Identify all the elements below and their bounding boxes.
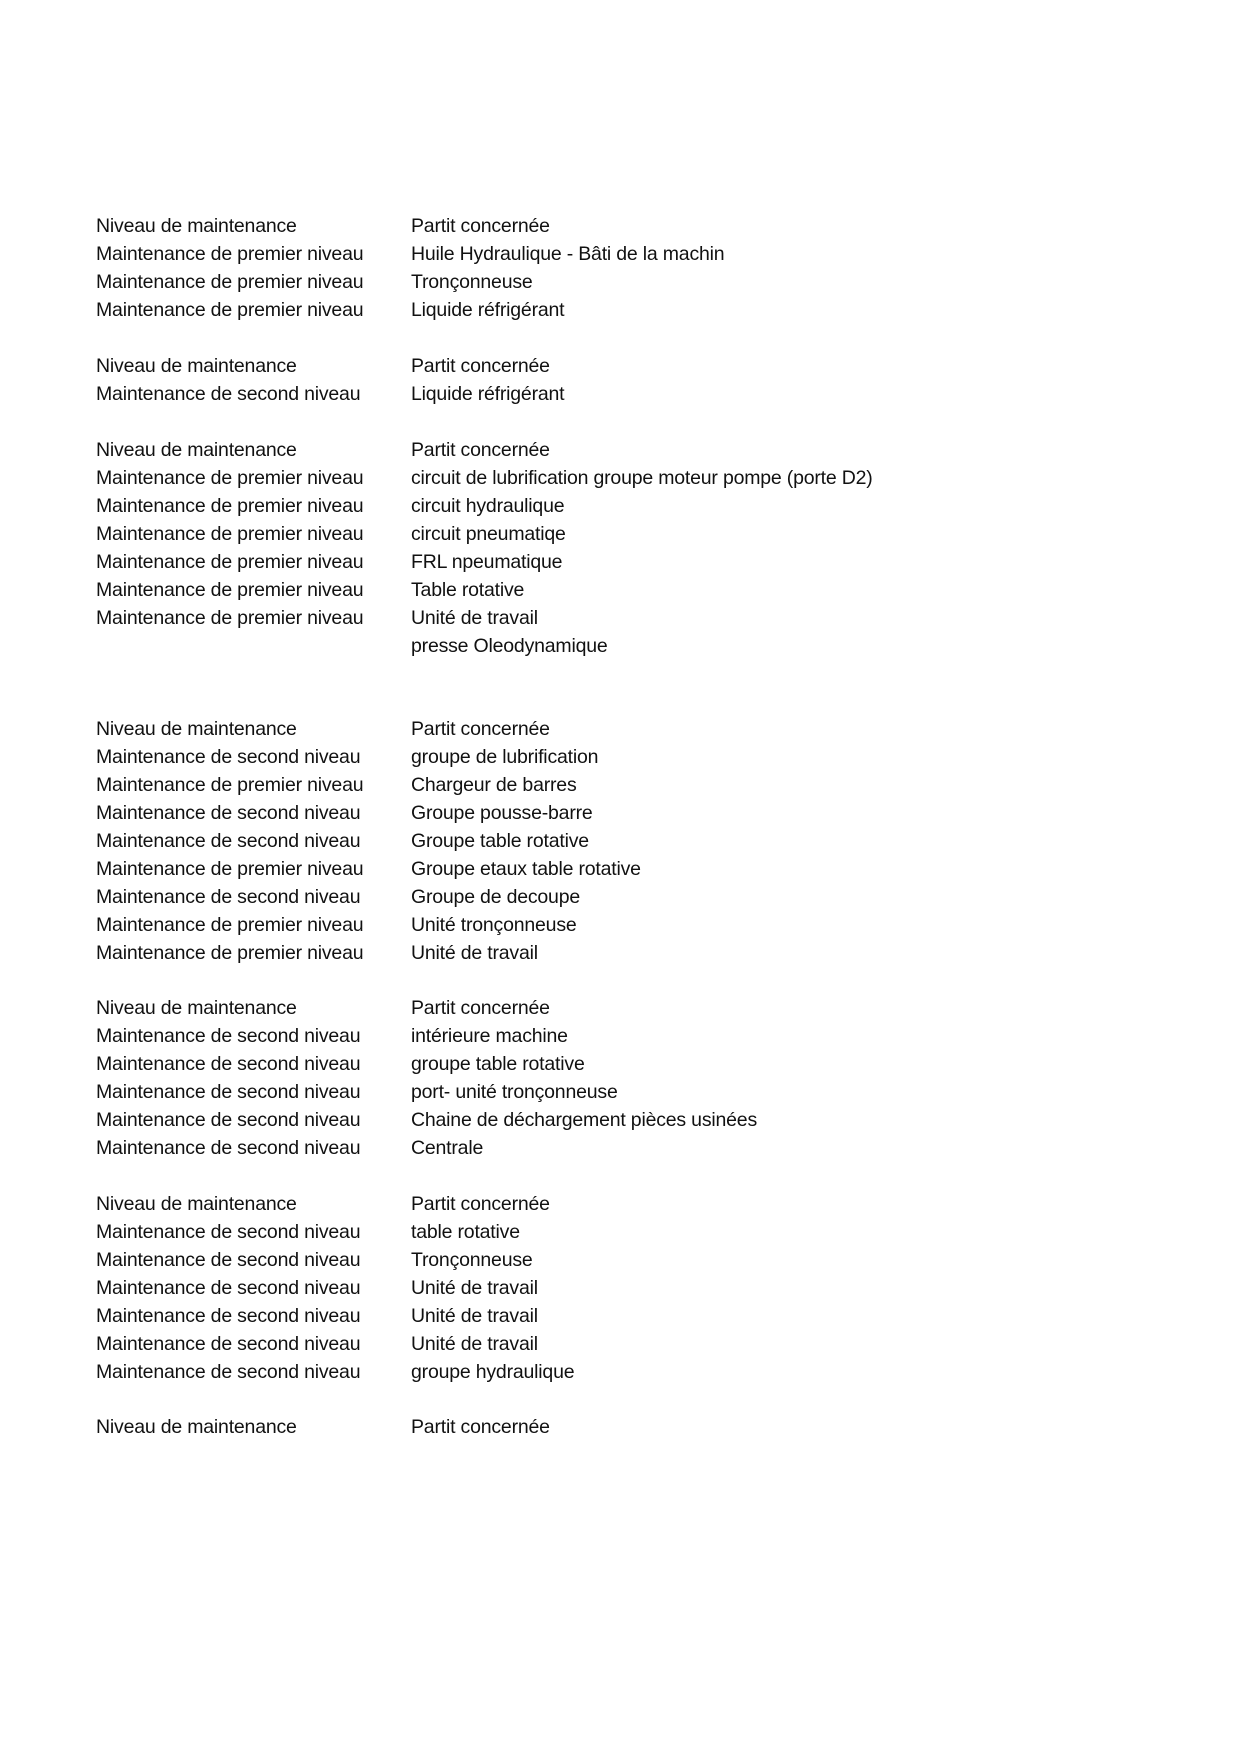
table-row xyxy=(0,268,1241,296)
table-row xyxy=(0,492,1241,520)
maintenance-level-cell: Maintenance de second niveau xyxy=(96,1221,361,1243)
concerned-part-cell: Groupe etaux table rotative xyxy=(411,858,641,880)
table-row xyxy=(0,240,1241,268)
maintenance-level-cell: Niveau de maintenance xyxy=(96,215,297,237)
table-header-row xyxy=(0,352,1241,380)
concerned-part-cell: Unité de travail xyxy=(411,607,538,629)
table-header-row xyxy=(0,436,1241,464)
maintenance-level-cell: Maintenance de second niveau xyxy=(96,830,361,852)
concerned-part-cell: Groupe de decoupe xyxy=(411,886,580,908)
maintenance-level-cell: Niveau de maintenance xyxy=(96,718,297,740)
table-row xyxy=(0,743,1241,771)
maintenance-level-cell: Maintenance de premier niveau xyxy=(96,551,364,573)
table-row xyxy=(0,855,1241,883)
table-row xyxy=(0,548,1241,576)
concerned-part-cell: Unité de travail xyxy=(411,942,538,964)
maintenance-level-cell: Maintenance de second niveau xyxy=(96,1025,361,1047)
concerned-part-cell: Table rotative xyxy=(411,579,525,601)
maintenance-level-cell: Maintenance de premier niveau xyxy=(96,495,364,517)
concerned-part-cell: Tronçonneuse xyxy=(411,1249,533,1271)
maintenance-level-cell: Maintenance de premier niveau xyxy=(96,774,364,796)
concerned-part-cell: Unité de travail xyxy=(411,1305,538,1327)
maintenance-level-cell: Maintenance de premier niveau xyxy=(96,579,364,601)
concerned-part-cell: Partit concernée xyxy=(411,718,550,740)
maintenance-level-cell: Maintenance de second niveau xyxy=(96,1109,361,1131)
maintenance-level-cell: Maintenance de premier niveau xyxy=(96,299,364,321)
table-row xyxy=(0,1106,1241,1134)
concerned-part-cell: Groupe table rotative xyxy=(411,830,589,852)
maintenance-level-cell: Maintenance de premier niveau xyxy=(96,914,364,936)
maintenance-level-cell: Maintenance de second niveau xyxy=(96,886,361,908)
table-row xyxy=(0,1078,1241,1106)
table-row xyxy=(0,771,1241,799)
concerned-part-cell: Partit concernée xyxy=(411,997,550,1019)
table-header-row xyxy=(0,1413,1241,1441)
maintenance-level-cell: Maintenance de second niveau xyxy=(96,1053,361,1075)
concerned-part-cell: groupe hydraulique xyxy=(411,1361,575,1383)
maintenance-level-cell: Niveau de maintenance xyxy=(96,1193,297,1215)
maintenance-level-cell: Maintenance de second niveau xyxy=(96,1137,361,1159)
maintenance-level-cell: Maintenance de second niveau xyxy=(96,1249,361,1271)
maintenance-level-cell: Maintenance de premier niveau xyxy=(96,467,364,489)
maintenance-level-cell: Niveau de maintenance xyxy=(96,355,297,377)
maintenance-level-cell: Niveau de maintenance xyxy=(96,1416,297,1438)
table-row xyxy=(0,827,1241,855)
table-row xyxy=(0,1274,1241,1302)
table-row xyxy=(0,883,1241,911)
table-row xyxy=(0,1218,1241,1246)
table-header-row xyxy=(0,212,1241,240)
table-row xyxy=(0,1330,1241,1358)
table-row xyxy=(0,1358,1241,1386)
concerned-part-cell: Groupe pousse-barre xyxy=(411,802,593,824)
concerned-part-cell: Centrale xyxy=(411,1137,484,1159)
table-row xyxy=(0,1050,1241,1078)
maintenance-level-cell: Maintenance de premier niveau xyxy=(96,942,364,964)
concerned-part-cell: groupe de lubrification xyxy=(411,746,599,768)
concerned-part-cell: Unité tronçonneuse xyxy=(411,914,577,936)
maintenance-level-cell: Maintenance de second niveau xyxy=(96,1361,361,1383)
concerned-part-cell: Partit concernée xyxy=(411,439,550,461)
maintenance-level-cell: Maintenance de premier niveau xyxy=(96,243,364,265)
concerned-part-cell: Liquide réfrigérant xyxy=(411,383,565,405)
concerned-part-cell: intérieure machine xyxy=(411,1025,568,1047)
maintenance-level-cell: Maintenance de second niveau xyxy=(96,802,361,824)
maintenance-level-cell: Maintenance de second niveau xyxy=(96,383,361,405)
maintenance-level-cell: Maintenance de second niveau xyxy=(96,1081,361,1103)
maintenance-level-cell: Maintenance de premier niveau xyxy=(96,271,364,293)
concerned-part-cell: Partit concernée xyxy=(411,355,550,377)
table-row xyxy=(0,296,1241,324)
maintenance-level-cell: Maintenance de second niveau xyxy=(96,746,361,768)
concerned-part-cell: groupe table rotative xyxy=(411,1053,585,1075)
concerned-part-cell: Unité de travail xyxy=(411,1277,538,1299)
table-row xyxy=(0,380,1241,408)
concerned-part-cell: Huile Hydraulique - Bâti de la machin xyxy=(411,243,725,265)
concerned-part-cell: Chaine de déchargement pièces usinées xyxy=(411,1109,757,1131)
concerned-part-cell: Partit concernée xyxy=(411,1193,550,1215)
maintenance-level-cell: Maintenance de second niveau xyxy=(96,1305,361,1327)
concerned-part-cell: Tronçonneuse xyxy=(411,271,533,293)
table-row xyxy=(0,464,1241,492)
concerned-part-cell: Liquide réfrigérant xyxy=(411,299,565,321)
concerned-part-cell: circuit hydraulique xyxy=(411,495,565,517)
table-row xyxy=(0,799,1241,827)
table-row xyxy=(0,1302,1241,1330)
table-row xyxy=(0,520,1241,548)
maintenance-level-cell: Maintenance de premier niveau xyxy=(96,607,364,629)
table-row xyxy=(0,1134,1241,1162)
maintenance-level-cell: Maintenance de second niveau xyxy=(96,1333,361,1355)
concerned-part-cell: Partit concernée xyxy=(411,215,550,237)
concerned-part-cell: table rotative xyxy=(411,1221,520,1243)
table-row xyxy=(0,1022,1241,1050)
table-row xyxy=(0,632,1241,660)
concerned-part-cell: circuit pneumatiqe xyxy=(411,523,566,545)
concerned-part-cell: Chargeur de barres xyxy=(411,774,577,796)
table-row xyxy=(0,939,1241,967)
concerned-part-cell: port- unité tronçonneuse xyxy=(411,1081,618,1103)
maintenance-level-cell: Maintenance de premier niveau xyxy=(96,858,364,880)
concerned-part-cell: FRL npeumatique xyxy=(411,551,563,573)
maintenance-level-cell: Niveau de maintenance xyxy=(96,997,297,1019)
concerned-part-cell: circuit de lubrification groupe moteur pompe (porte D2) xyxy=(411,467,873,489)
table-header-row xyxy=(0,1190,1241,1218)
table-header-row xyxy=(0,994,1241,1022)
table-row xyxy=(0,911,1241,939)
maintenance-level-cell: Niveau de maintenance xyxy=(96,439,297,461)
concerned-part-cell: Unité de travail xyxy=(411,1333,538,1355)
concerned-part-cell: Partit concernée xyxy=(411,1416,550,1438)
table-row xyxy=(0,1246,1241,1274)
maintenance-level-cell: Maintenance de second niveau xyxy=(96,1277,361,1299)
maintenance-level-cell: Maintenance de premier niveau xyxy=(96,523,364,545)
concerned-part-cell: presse Oleodynamique xyxy=(411,635,608,657)
table-row xyxy=(0,576,1241,604)
table-row xyxy=(0,604,1241,632)
table-header-row xyxy=(0,715,1241,743)
